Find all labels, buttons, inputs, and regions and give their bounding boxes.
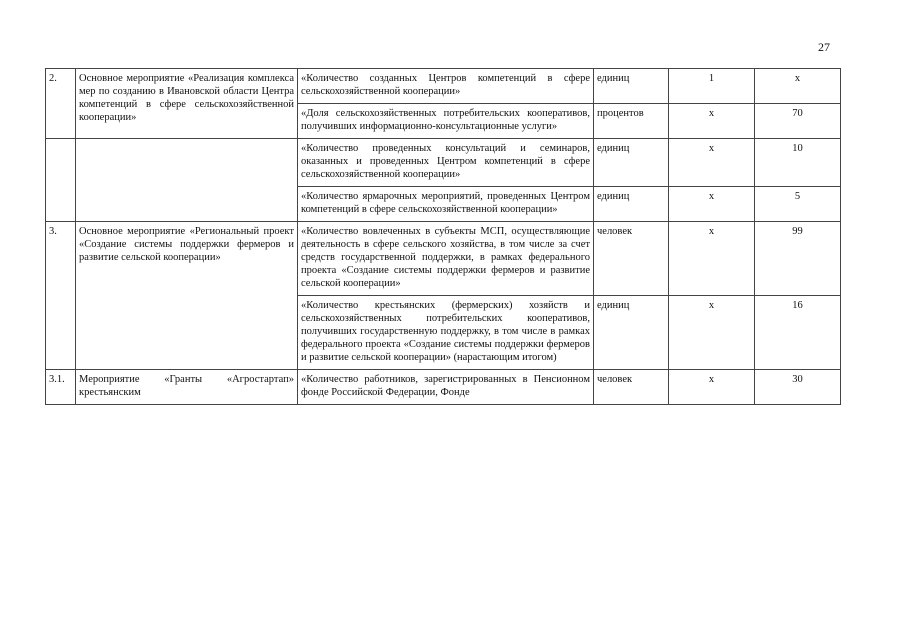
indicator-value-1: x bbox=[669, 139, 755, 187]
table-row bbox=[46, 370, 841, 405]
table-row bbox=[46, 69, 841, 104]
indicator-unit: процентов bbox=[594, 104, 669, 139]
indicator-name: «Количество вовлеченных в субъекты МСП, осуществляющие деятельность в сфере сельского хозяйства, в том числе за счет средств государственной поддержки, в рамках федерального проекта «Создание системы поддержки фермеров и развитие сельской кооперации» bbox=[298, 222, 594, 296]
indicator-name: «Количество крестьянских (фермерских) хозяйств и сельскохозяйственных потребительских кооперативов, получивших государственную поддержку, в том числе в рамках федерального проекта «Создание системы поддержки фермеров и развитие сельской кооперации» (нарастающим итогом) bbox=[298, 296, 594, 370]
indicator-value-2: 70 bbox=[755, 104, 841, 139]
event-cell: Мероприятие «Гранты «Агростартап» крестьянским bbox=[76, 370, 298, 405]
indicator-name: «Доля сельскохозяйственных потребительских кооперативов, получивших информационно-консультационные услуги» bbox=[298, 104, 594, 139]
indicator-value-2: 10 bbox=[755, 139, 841, 187]
indicator-unit: единиц bbox=[594, 187, 669, 222]
indicator-unit: единиц bbox=[594, 139, 669, 187]
indicator-name: «Количество работников, зарегистрированных в Пенсионном фонде Российской Федерации, Фонде bbox=[298, 370, 594, 405]
indicator-unit: человек bbox=[594, 222, 669, 296]
row-number bbox=[46, 139, 76, 222]
indicator-unit: человек bbox=[594, 370, 669, 405]
indicators-table bbox=[45, 68, 841, 405]
indicator-value-1: 1 bbox=[669, 69, 755, 104]
indicator-value-1: x bbox=[669, 187, 755, 222]
row-number: 3.1. bbox=[46, 370, 76, 405]
indicator-unit: единиц bbox=[594, 69, 669, 104]
indicator-value-2: x bbox=[755, 69, 841, 104]
indicator-value-1: x bbox=[669, 104, 755, 139]
indicator-value-2: 30 bbox=[755, 370, 841, 405]
indicator-value-1: x bbox=[669, 370, 755, 405]
indicator-name: «Количество созданных Центров компетенций в сфере сельскохозяйственной кооперации» bbox=[298, 69, 594, 104]
indicator-value-2: 5 bbox=[755, 187, 841, 222]
row-number: 3. bbox=[46, 222, 76, 370]
row-number: 2. bbox=[46, 69, 76, 139]
table-row bbox=[46, 222, 841, 296]
table-row bbox=[46, 139, 841, 187]
indicator-unit: единиц bbox=[594, 296, 669, 370]
event-cell: Основное мероприятие «Реализация комплекса мер по созданию в Ивановской области Центра компетенций в сфере сельскохозяйственной кооперации» bbox=[76, 69, 298, 139]
indicator-value-2: 16 bbox=[755, 296, 841, 370]
event-cell: Основное мероприятие «Региональный проект «Создание системы поддержки фермеров и развитие сельской кооперации» bbox=[76, 222, 298, 370]
event-cell bbox=[76, 139, 298, 222]
indicator-value-1: x bbox=[669, 296, 755, 370]
indicator-name: «Количество проведенных консультаций и семинаров, оказанных и проведенных Центром компетенций в сфере сельскохозяйственной кооперации» bbox=[298, 139, 594, 187]
indicator-value-2: 99 bbox=[755, 222, 841, 296]
page-number: 27 bbox=[818, 40, 830, 54]
indicator-value-1: x bbox=[669, 222, 755, 296]
indicator-name: «Количество ярмарочных мероприятий, проведенных Центром компетенций в сфере сельскохозяйственной кооперации» bbox=[298, 187, 594, 222]
